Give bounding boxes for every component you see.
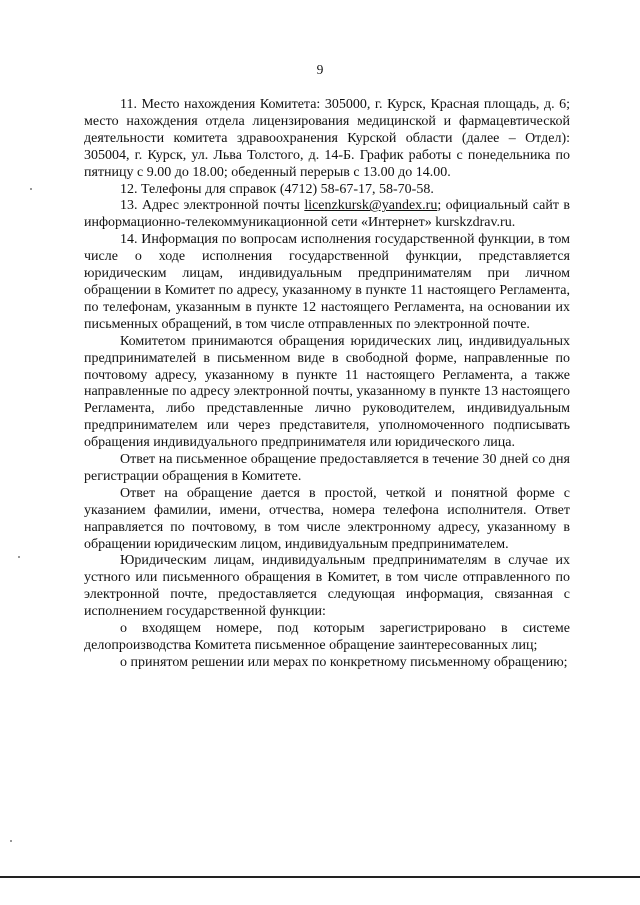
paragraph-12: 12. Телефоны для справок (4712) 58-67-17, 58-70-58. bbox=[120, 181, 434, 197]
paragraph-response-form: Ответ на обращение дается в простой, четкой и понятной форме с указанием фамилии, имени, отчества, номера телефона исполнителя. Ответ направляется по почтовому, в том числе электронному адресу, указанному в обращении юридическим лицом, индивидуальным предпринимателем. bbox=[84, 485, 570, 552]
list-item-decision: о принятом решении или мерах по конкретному письменному обращению; bbox=[120, 654, 568, 670]
list-item-incoming-number: о входящем номере, под которым зарегистрировано в системе делопроизводства Комитета письменное обращение заинтересованных лиц; bbox=[84, 621, 570, 653]
paragraph-written-appeals: Комитетом принимаются обращения юридических лиц, индивидуальных предпринимателей в письменном виде в свободной форме, направленные по почтовому адресу, указанному в пункте 11 настоящего Регламента, а также направленные по адресу электронной почты, указанному в пункте 13 настоящего Регламента, либо представленные лично руководителем, индивидуальным предпринимателем или через представителя, уполномоченного подписывать обращения индивидуального предпринимателя или юридического лица. bbox=[84, 333, 570, 451]
paragraph-information: Юридическим лицам, индивидуальным предпринимателям в случае их устного или письменного обращения в Комитет, в том числе отправленного по электронной почте, предоставляется следующая информация, связанная с исполнением государственной функции: bbox=[84, 553, 570, 620]
scan-edge-line bbox=[0, 876, 640, 878]
email-link[interactable]: licenzkursk@yandex.ru bbox=[304, 198, 438, 214]
scan-speck bbox=[10, 840, 12, 842]
document-body bbox=[84, 97, 570, 672]
paragraph-13-rest: ; официальный сайт в информационно-телекоммуникационной сети «Интернет» kurskzdrav.ru. bbox=[84, 198, 571, 231]
page-number: 9 bbox=[316, 62, 324, 77]
paragraph-response-time: Ответ на письменное обращение предоставляется в течение 30 дней со дня регистрации обращения в Комитете. bbox=[84, 452, 570, 484]
paragraph-13 bbox=[84, 198, 570, 232]
paragraph-11: 11. Место нахождения Комитета: 305000, г. Курск, Красная площадь, д. 6; место нахождения отдела лицензирования медицинской и фармацевтической деятельности комитета здравоохранения Курской области (далее – Отдел): 305004, г. Курск, ул. Льва Толстого, д. 14-Б. График работы с понедельника по пятницу с 9.00 до 18.00; обеденный перерыв с 13.00 до 14.00. bbox=[84, 97, 570, 180]
paragraph-13-text: 13. Адрес электронной почты bbox=[120, 198, 305, 214]
scan-speck bbox=[18, 556, 20, 558]
paragraph-14: 14. Информация по вопросам исполнения государственной функции, в том числе о ходе исполнения государственной функции, представляется юридическим лицам, индивидуальным предпринимателям при личном обращении в Комитет по адресу, указанному в пункте 11 настоящего Регламента, по телефонам, указанным в пункте 12 настоящего Регламента, на основании их письменных обращений, в том числе отправленных по электронной почте. bbox=[84, 232, 570, 332]
scan-speck bbox=[30, 188, 32, 190]
